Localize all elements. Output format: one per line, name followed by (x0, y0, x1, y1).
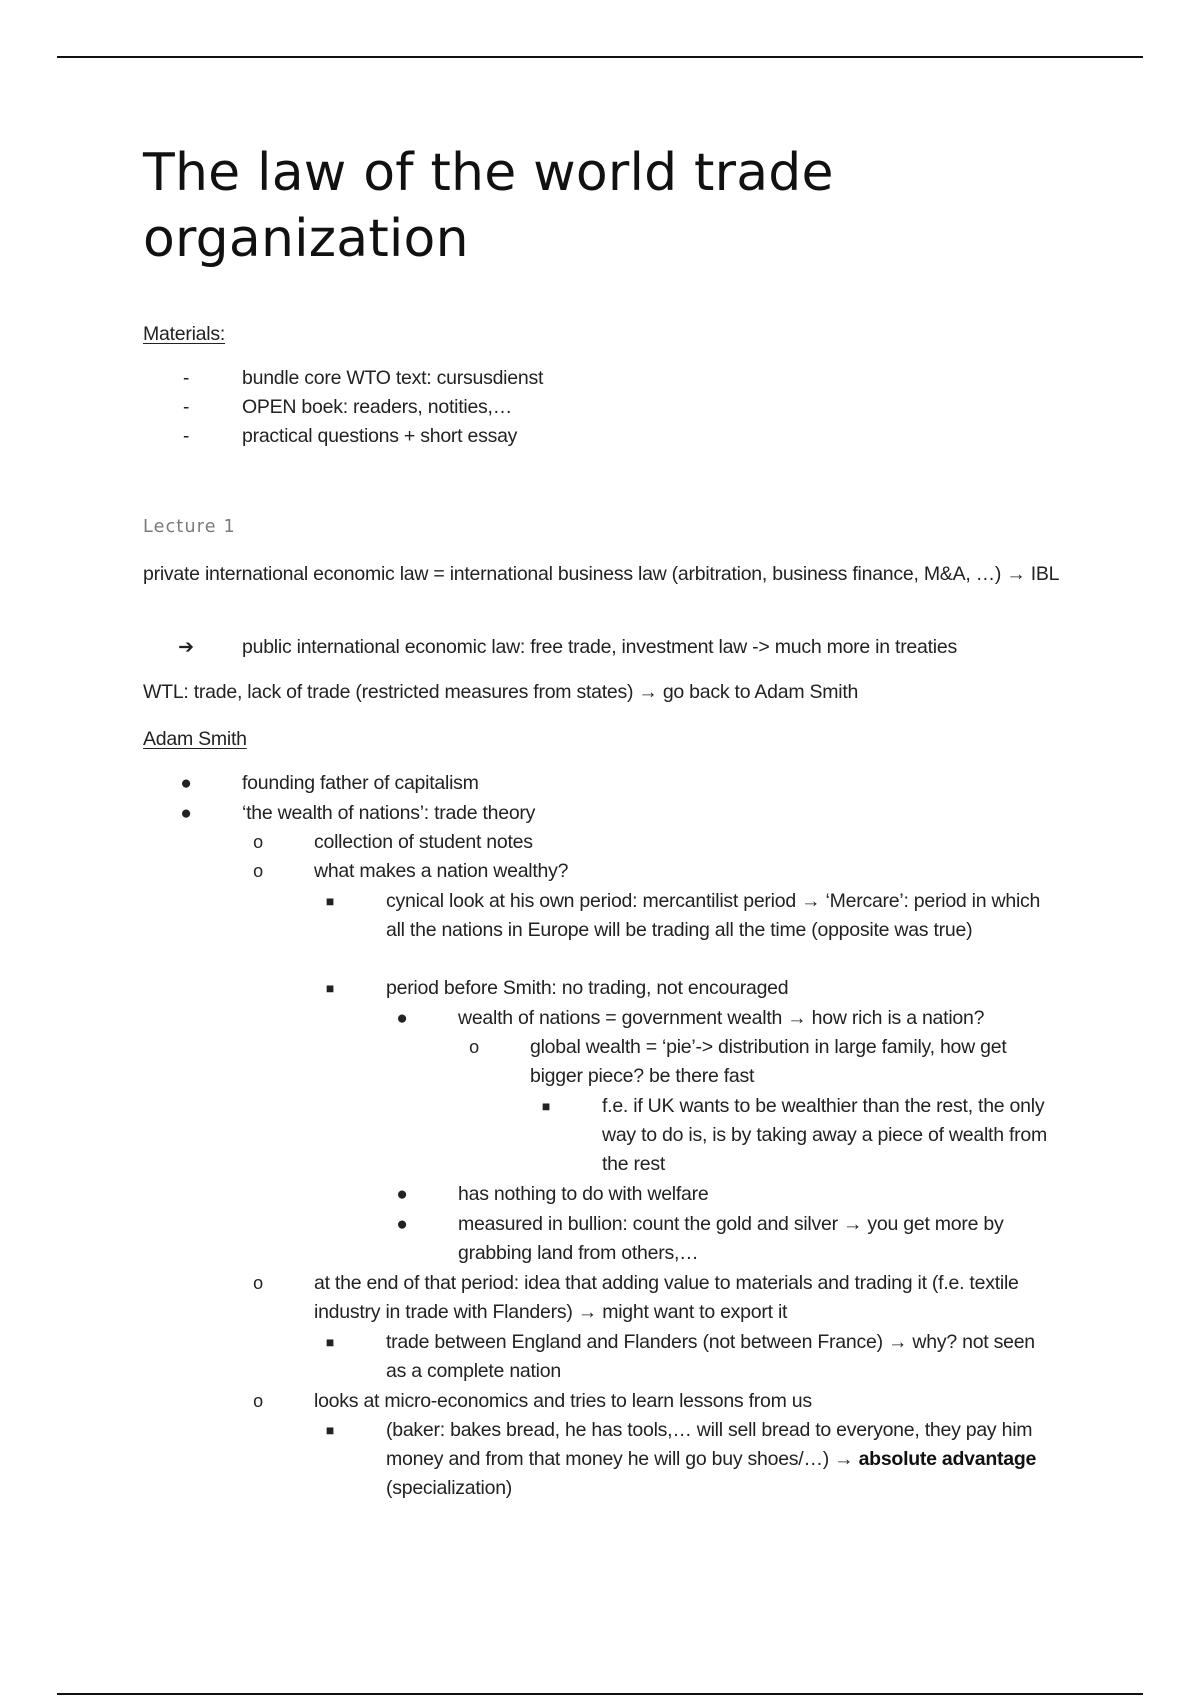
list-item (244, 857, 1054, 886)
list-item (244, 1269, 1054, 1327)
list-item-text: cynical look at his own period: mercantilist period → ‘Mercare’: period in which all the nations in Europe will be trading all the time (opposite was true) (386, 890, 1041, 941)
bullet-marker: ● (396, 1184, 408, 1205)
materials-item (172, 393, 1072, 422)
document-title (143, 140, 1063, 272)
circle-marker: o (253, 1273, 263, 1293)
list-item (244, 1387, 1054, 1416)
bullet-marker: ● (180, 803, 192, 824)
arrow-icon: ➔ (178, 637, 194, 658)
list-item-text: collection of student notes (314, 831, 533, 853)
list-item (316, 887, 1056, 945)
document-page (143, 140, 1063, 272)
list-item (244, 828, 1054, 857)
paragraph-wtl: WTL: trade, lack of trade (restricted measures from states) → go back to Adam Smith (143, 681, 859, 703)
list-item (388, 1004, 1056, 1033)
list-item (172, 769, 1052, 798)
title-line-1: The law of the world trade (143, 143, 834, 203)
list-item-text: has nothing to do with welfare (458, 1183, 709, 1205)
square-marker: ■ (325, 1334, 335, 1350)
list-item-text: trade between England and Flanders (not between France) → why? not seen as a complete nation (386, 1331, 1035, 1382)
absolute-advantage-term: absolute advantage (858, 1448, 1037, 1470)
list-item-text: looks at micro-economics and tries to learn lessons from us (314, 1390, 812, 1412)
square-marker: ■ (325, 1422, 335, 1438)
list-item-text: founding father of capitalism (242, 772, 479, 794)
list-item (316, 974, 1056, 1003)
list-item-text: what makes a nation wealthy? (314, 860, 569, 882)
list-item (388, 1180, 1056, 1209)
list-item-text: f.e. if UK wants to be wealthier than the rest, the only way to do is, is by taking away a piece of wealth from the rest (602, 1095, 1047, 1175)
bullet-marker: ● (180, 773, 192, 794)
square-marker: ■ (325, 893, 335, 909)
paragraph-ibl: private international economic law = international business law (arbitration, business finance, M&A, …) → IBL (143, 563, 1060, 585)
title-line-2: organization (143, 209, 469, 269)
circle-marker: o (253, 1391, 263, 1411)
circle-marker: o (469, 1037, 479, 1057)
materials-item-text: practical questions + short essay (242, 425, 518, 447)
adam-smith-heading: Adam Smith (143, 728, 247, 750)
baker-text: (baker: bakes bread, he has tools,… will sell bread to everyone, they pay him money and from that money he will go buy shoes/…) → (386, 1419, 1033, 1470)
top-rule (57, 56, 1143, 58)
arrow-item-text: public international economic law: free trade, investment law -> much more in treaties (242, 636, 957, 658)
list-item-text (386, 1416, 1056, 1503)
bullet-marker: ● (396, 1214, 408, 1235)
materials-item (172, 364, 1072, 393)
specialization-text: (specialization) (386, 1477, 513, 1499)
square-marker: ■ (541, 1098, 551, 1114)
bullet-marker: ● (396, 1008, 408, 1029)
list-item (388, 1210, 1056, 1268)
dash-marker: - (182, 397, 190, 418)
materials-item-text: bundle core WTO text: cursusdienst (242, 367, 544, 389)
lecture-label: Lecture 1 (143, 517, 236, 537)
materials-heading: Materials: (143, 323, 226, 345)
list-item-text: measured in bullion: count the gold and silver → you get more by grabbing land from others,… (458, 1213, 1004, 1264)
list-item (316, 1416, 1056, 1503)
dash-marker: - (182, 426, 190, 447)
square-marker: ■ (325, 980, 335, 996)
list-item-text: period before Smith: no trading, not encouraged (386, 977, 789, 999)
list-item-text: global wealth = ‘pie’-> distribution in large family, how get bigger piece? be there fast (530, 1036, 1007, 1087)
bottom-rule (57, 1693, 1143, 1695)
circle-marker: o (253, 832, 263, 852)
list-item (316, 1328, 1056, 1386)
arrow-item (172, 633, 1072, 662)
materials-item-text: OPEN boek: readers, notities,… (242, 396, 512, 418)
materials-item (172, 422, 1072, 451)
list-item (532, 1092, 1052, 1179)
dash-marker: - (182, 368, 190, 389)
list-item-text: ‘the wealth of nations’: trade theory (242, 802, 536, 824)
list-item-text: wealth of nations = government wealth → how rich is a nation? (458, 1007, 985, 1029)
list-item-text: at the end of that period: idea that adding value to materials and trading it (f.e. textile industry in trade with Flanders) → might want to export it (314, 1272, 1019, 1323)
circle-marker: o (253, 861, 263, 881)
list-item (172, 799, 1052, 828)
list-item (460, 1033, 1040, 1091)
